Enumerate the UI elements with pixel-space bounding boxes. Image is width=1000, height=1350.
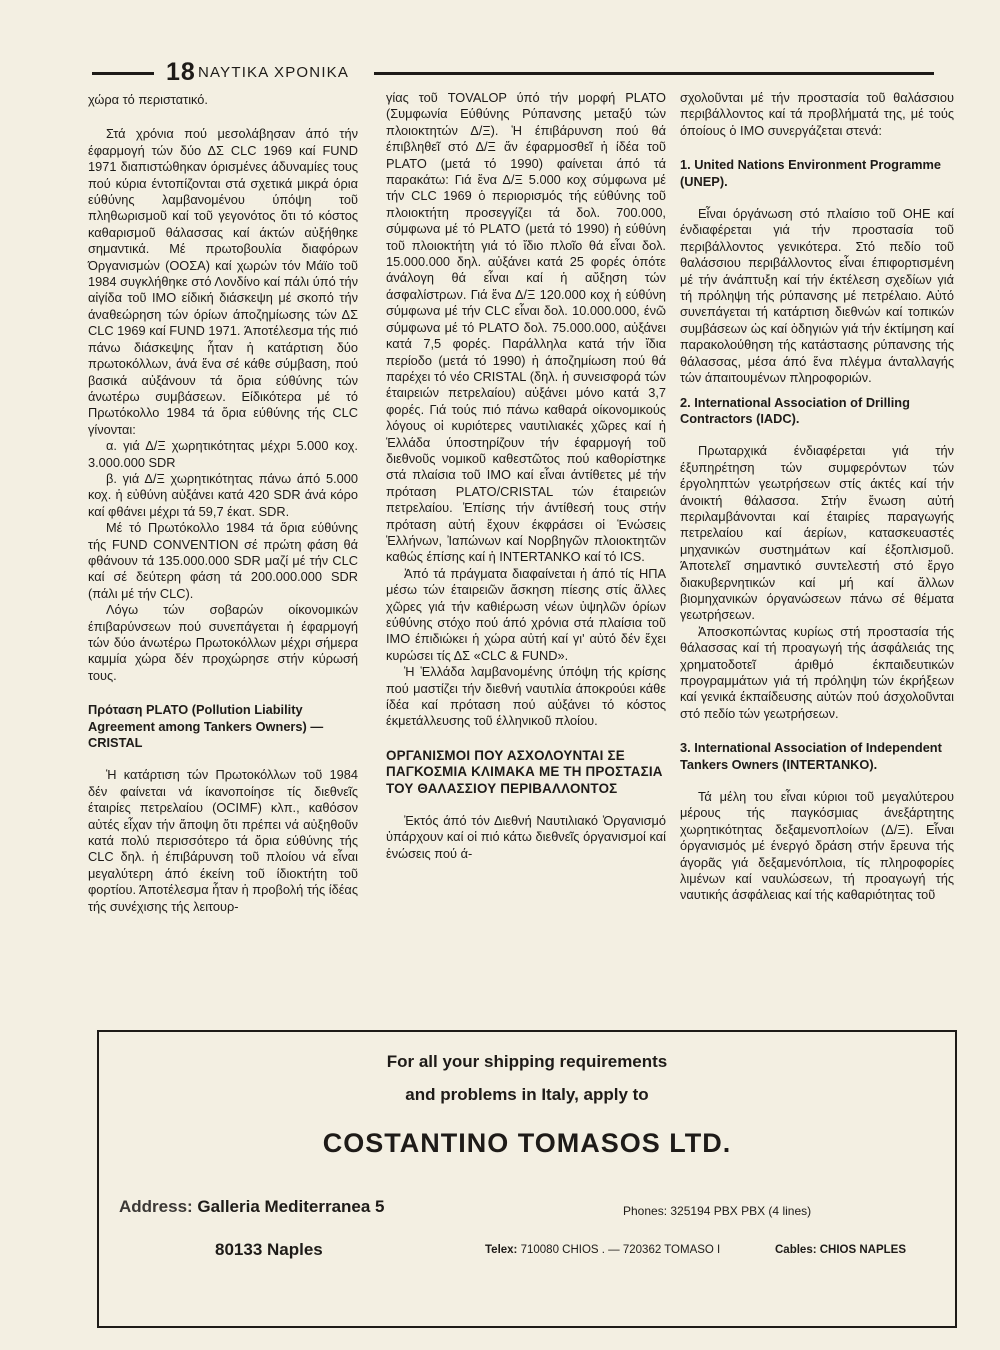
paragraph: χώρα τό περιστατικό. — [88, 92, 208, 107]
column-2 — [386, 90, 666, 880]
section-heading: 1. United Nations Environment Programme (UNEP). — [680, 157, 941, 189]
ad-address-value: Galleria Mediterranea 5 — [197, 1197, 385, 1216]
ad-address — [119, 1197, 385, 1217]
ad-cables: Cables: CHIOS NAPLES — [775, 1244, 906, 1256]
section-heading: ΟΡΓΑΝΙΣΜΟΙ ΠΟΥ ΑΣΧΟΛΟΥΝΤΑΙ ΣΕ ΠΑΓΚΟΣΜΙΑ ΚΛΙΜΑΚΑ ΜΕ ΤΗ ΠΡΟΣΤΑΣΙΑ ΤΟΥ ΘΑΛΑΣΣΙΟΥ ΠΕΡΙΒΑΛΛΟΝΤΟΣ — [386, 747, 663, 796]
ad-telex-label: Telex: — [485, 1244, 518, 1256]
header-rule-left — [92, 72, 154, 75]
paragraph: Ἡ Ἑλλάδα λαμβανομένης ύπόψη τής κρίσης πού μαστίζει τήν διεθνή ναυτιλία άποκρούει κάθε ίδέα καί πρόταση πού αὐξάνει τό κόστος έκμετάλλευσης τοῦ έλληνικοῦ πλοίου. — [386, 664, 666, 729]
page-number: 18 — [166, 58, 196, 86]
paragraph: γίας τοῦ TOVALOP ύπό τήν μορφή PLATO (Συμφωνία Εύθύνης Ρύπανσης μεταξύ τών πλοιοκτητών Δ/Ξ). Ἡ έπιβάρυνση πού θά έπιβληθεῖ στό Δ/Ξ ἄν έφαρμοσθεῖ ἡ ίδέα τοῦ PLATO (μετά τό 1990) φαίνεται άπό τά παρακάτω: Γιά ἕνα Δ/Ξ 5.000 κοχ σύμφωνα μέ τήν CLC 1969 ὁ περιορισμός τής εύθύνης τοῦ πλοιοκτήτη προσεγγίζει τά δολ. 700.000, σύμφωνα μέ τό PLATO (μετά τό 1990) ἡ εύθύνη τοῦ πλοιοκτήτη γιά τό ἴδιο πλοῖο θά εἶναι δολ. 15.000.000 δηλ. αὐξάνει κατά 25 φορές ὁπότε άνάλογη θά εἶναι καί ἡ αὔξηση τών άσφαλίστρων. Γιά ἕνα Δ/Ξ 120.000 κοχ ἡ εύθύνη σύμφωνα μέ τήν CLC εἶναι δολ. 10.000.000, ένῶ σύμφωνα μέ τό PLATO δολ. 75.000.000, αὐξάνει κατά 7,5 φορές. Παράλληλα κατά τήν ἴδια περίοδο (μετά τό 1990) ἡ άποζημίωση πού θά παρέχει τό νέο CRISTAL (δηλ. ἡ συνεισφορά τών έταιρειών πετρελαίου) αὐξάνει μόνο κατά 3,7 φορές. Γιά τούς πιό πάνω καθαρά οίκονομικούς λόγους οἱ κυριότερες ναυτιλιακές χῶρες καί ἡ Ἑλλάδα ύποστηρίζουν τήν έφαρμογή τοῦ διεθνοῦς νομικοῦ καθεστῶτος πού καθορίστηκε στά πλαίσια τοῦ ΙΜΟ καί εἶναι άντίθετες μέ τήν πρόταση PLATO/CRISTAL τών έταιρειών πετρελαίου. Ἐπίσης τήν άντίθεσή τους στήν πρόταση αὐτή ἔχουν έκφράσει οἱ Ἑνώσεις Ἑλλήνων, Ἰαπώνων καί Νορβηγῶν πλοιοκτητῶν καθώς έπίσης καί ἡ INTERTANKO καί τό ICS. — [386, 90, 666, 565]
paragraph: Εἶναι όργάνωση στό πλαίσιο τοῦ ΟΗΕ καί ένδιαφέρεται γιά τήν προστασία τοῦ περιβάλλοντος γενικότερα. Στό πεδίο τοῦ θαλάσσιου περιβάλλοντος εἶναι έπιφορτισμένη μέ τήν άνάπτυξη καί τήν έκτέλεση σχεδίων γιά τή πρόληψη τής ρύπανσης μέ πετρέλαιο. Αὐτό συνεπάγεται τή κατάρτιση διεθνών καί τοπικών συμβάσεων ὡς καί ὁδηγιών γιά τήν έκτίμηση καί παρακολούθηση τής κατάστασης ρύπανσης τής θάλασσας, μέσα άπό ἕνα πλέγμα άνταλλαγής τών άπαιτουμένων πληροφοριών. — [680, 206, 954, 386]
paragraph: Ἡ κατάρτιση τών Πρωτοκόλλων τοῦ 1984 δέν φαίνεται νά ίκανοποίησε τίς διεθνεῖς έταιρίες πετρελαίου (OCIMF) κλπ., καθόσον αὐτές εἶχαν τήν ἄποψη ὅτι πρέπει νά αὐξηθοῦν κατά πολύ περισσότερο τά ὅρια εύθύνης τής CLC δηλ. ἡ έπιβάρυνση τοῦ πλοίου νά εἶναι μεγαλύτερη άπό έκείνη τοῦ ίδιοκτήτη τοῦ φορτίου. Άποτέλεσμα ἦταν ἡ προβολή τής ίδέας τής συνέχισης τής λειτουρ- — [88, 767, 358, 914]
paragraph: Πρωταρχικά ένδιαφέρεται γιά τήν έξυπηρέτηση τών συμφερόντων τών έργοληπτών γεωτρήσεων στίς άκτές καί τήν άνοικτή θάλασσα. Στήν ἕνωση αὐτή περιλαμβάνονται καί έταιρίες παραγωγής πετρελαίου καί άερίων, κατασκευαστές μηχανικών συστημάτων καί έξοπλισμοῦ. Άποτελεῖ σημαντικό συντελεστή στό ἔργο διακυβερνητικών καί μή καί ἄλλων βιομηχανικών όργανώσεων πάνω σέ θέματα γεωτρήσεων. — [680, 443, 954, 623]
section-heading: 2. International Association of Drilling Contractors (IADC). — [680, 394, 910, 426]
paragraph: Τά μέλη του εἶναι κύριοι τοῦ μεγαλύτερου μέρους τής παγκόσμιας άνεξάρτητης χωρητικότητας δεξαμενοπλοίων (Δ/Ξ). Εἶναι όργανισμός μέ ένεργό δράση στήν ἔρευνα τής άγορᾶς γιά δεξαμενόπλοια, τίς πληροφορίες λιμένων καί ναυλώσεων, τή προαγωγή τής ναυτικής άσφάλειας καί τής καθαριότητας τοῦ — [680, 789, 954, 903]
paragraph: Στά χρόνια πού μεσολάβησαν άπό τήν έφαρμογή τών δύο ΔΣ CLC 1969 καί FUND 1971 διαπιστώθηκαν όρισμένες άδυναμίες τους πού κύρια έντοπίζονται στά σχετικά μικρά όρια εύθύνης λαμβανομένου ύπόψη τοῦ πληθωρισμοῦ καί τοῦ γεγονότος ὅτι τό κόστος καθαρισμοῦ θάλασσας καί άκτών αὐξήθηκε σημαντικά. Μέ πρωτοβουλία διαφόρων Όργανισμών (ΟΟΣΑ) καί χωρών τόν Μάϊο τοῦ 1984 συγκλήθηκε στό Λονδίνο καί πάλι ύπό τήν αἰγίδα τοῦ ΙΜΟ είδική διάσκεψη μέ σκοπό τήν άναθεώρηση τών όρίων άποζημίωσης τών ΔΣ CLC 1969 καί FUND 1971. Άποτέλεσμα τής πιό πάνω διάσκεψης ἦταν ἡ κατάρτιση δύο πρωτοκόλλων, άνά ἕνα σέ κάθε σύμβαση, πού βασικά αὐξάνουν τά ὅρια εύθύνης τών άνωτέρω συμβάσεων. Είδικότερα μέ τό Πρωτόκολλο 1984 τά ὅρια εύθύνης τής CLC γίνονται: — [88, 126, 358, 437]
ad-company-name: COSTANTINO TOMASOS LTD. — [322, 1128, 732, 1158]
ad-address-label: Address: — [119, 1197, 193, 1216]
paragraph: Μέ τό Πρωτόκολλο 1984 τά ὅρια εύθύνης τής FUND CONVENTION σέ πρώτη φάση θά φθάνουν τά 135.000.000 SDR μαζί μέ τήν CLC καί σέ δεύτερη φάση τά 200.000.000 SDR (πάλι μέ τήν CLC). — [88, 520, 358, 601]
paragraph: Ἀπό τά πράγματα διαφαίνεται ἡ άπό τίς ΗΠΑ μέσω τών έταιρειῶν ἄσκηση πίεσης στίς ἄλλες χῶρες γιά τήν καθιέρωση νέων ὑψηλῶν όρίων εύθύνης στόχο πού άπό χρόνια στά πλαίσια τοῦ ΙΜΟ έπιδιώκει ἡ χώρα αὐτή καί γι' αὐτό δέν ἔχει κυρώσει τίς ΔΣ «CLC & FUND». — [386, 565, 666, 663]
ad-city: 80133 Naples — [215, 1240, 323, 1259]
ad-telex — [485, 1244, 720, 1256]
paragraph: Ἐκτός άπό τόν Διεθνή Ναυτιλιακό Ὀργανισμό ὑπάρχουν καί οἱ πιό κάτω διεθνεῖς όργανισμοί καί ἑνώσεις πού ά- — [386, 813, 666, 861]
paragraph: Ἀποσκοπώντας κυρίως στή προστασία τής θάλασσας καί τή προαγωγή τής άσφάλειάς της χρηματοδοτεῖ άριθμό έκπαιδευτικών προγραμμάτων γιά τή πρόληψη τών έκρήξεων καί γενικά έκπαίδευσης αὐτών πού άσχολοῦνται στό πεδίο τών γεωτρήσεων. — [680, 623, 954, 721]
ad-tagline-1: For all your shipping requirements — [386, 1052, 668, 1071]
publication-title: ΝΑΥΤΙΚΑ ΧΡΟΝΙΚΑ — [198, 64, 350, 81]
header-rule-right — [374, 72, 934, 75]
paragraph: α. γιά Δ/Ξ χωρητικότητας μέχρι 5.000 κοχ. 3.000.000 SDR — [88, 438, 358, 470]
column-1 — [88, 92, 358, 933]
ad-phones: Phones: 325194 PBX PBX (4 lines) — [623, 1204, 812, 1218]
paragraph: σχολοῦνται μέ τήν προστασία τοῦ θαλάσσιου περιβάλλοντος καί τά προβλήματά της, μέ τούς όποίους ὁ ΙΜΟ συνεργάζεται στενά: — [680, 90, 954, 138]
paragraph: β. γιά Δ/Ξ χωρητικότητας πάνω άπό 5.000 κοχ. ἡ εὐθύνη αὐξάνει κατά 420 SDR άνά κόρο καί φθάνει μέχρι τά 59,7 έκατ. SDR. — [88, 470, 358, 519]
ad-tagline-2: and problems in Italy, apply to — [405, 1085, 649, 1104]
advertisement-box — [97, 1030, 957, 1328]
ad-telex-value: 710080 CHIOS . — 720362 TOMASO I — [520, 1244, 721, 1256]
paragraph: Λόγω τών σοβαρών οίκονομικών έπιβαρύνσεων πού συνεπάγεται ἡ έφαρμογή τών δύο άνωτέρω Πρωτοκόλλων μέχρι σήμερα καμμία χώρα δέν προχώρησε στήν κύρωσή τους. — [88, 602, 358, 683]
section-heading: Πρόταση PLATO (Pollution Liability Agreement among Tankers Owners) — CRISTAL — [88, 702, 324, 751]
column-3 — [680, 90, 954, 922]
section-heading: 3. International Association of Independent Tankers Owners (INTERTANKO). — [680, 740, 942, 772]
